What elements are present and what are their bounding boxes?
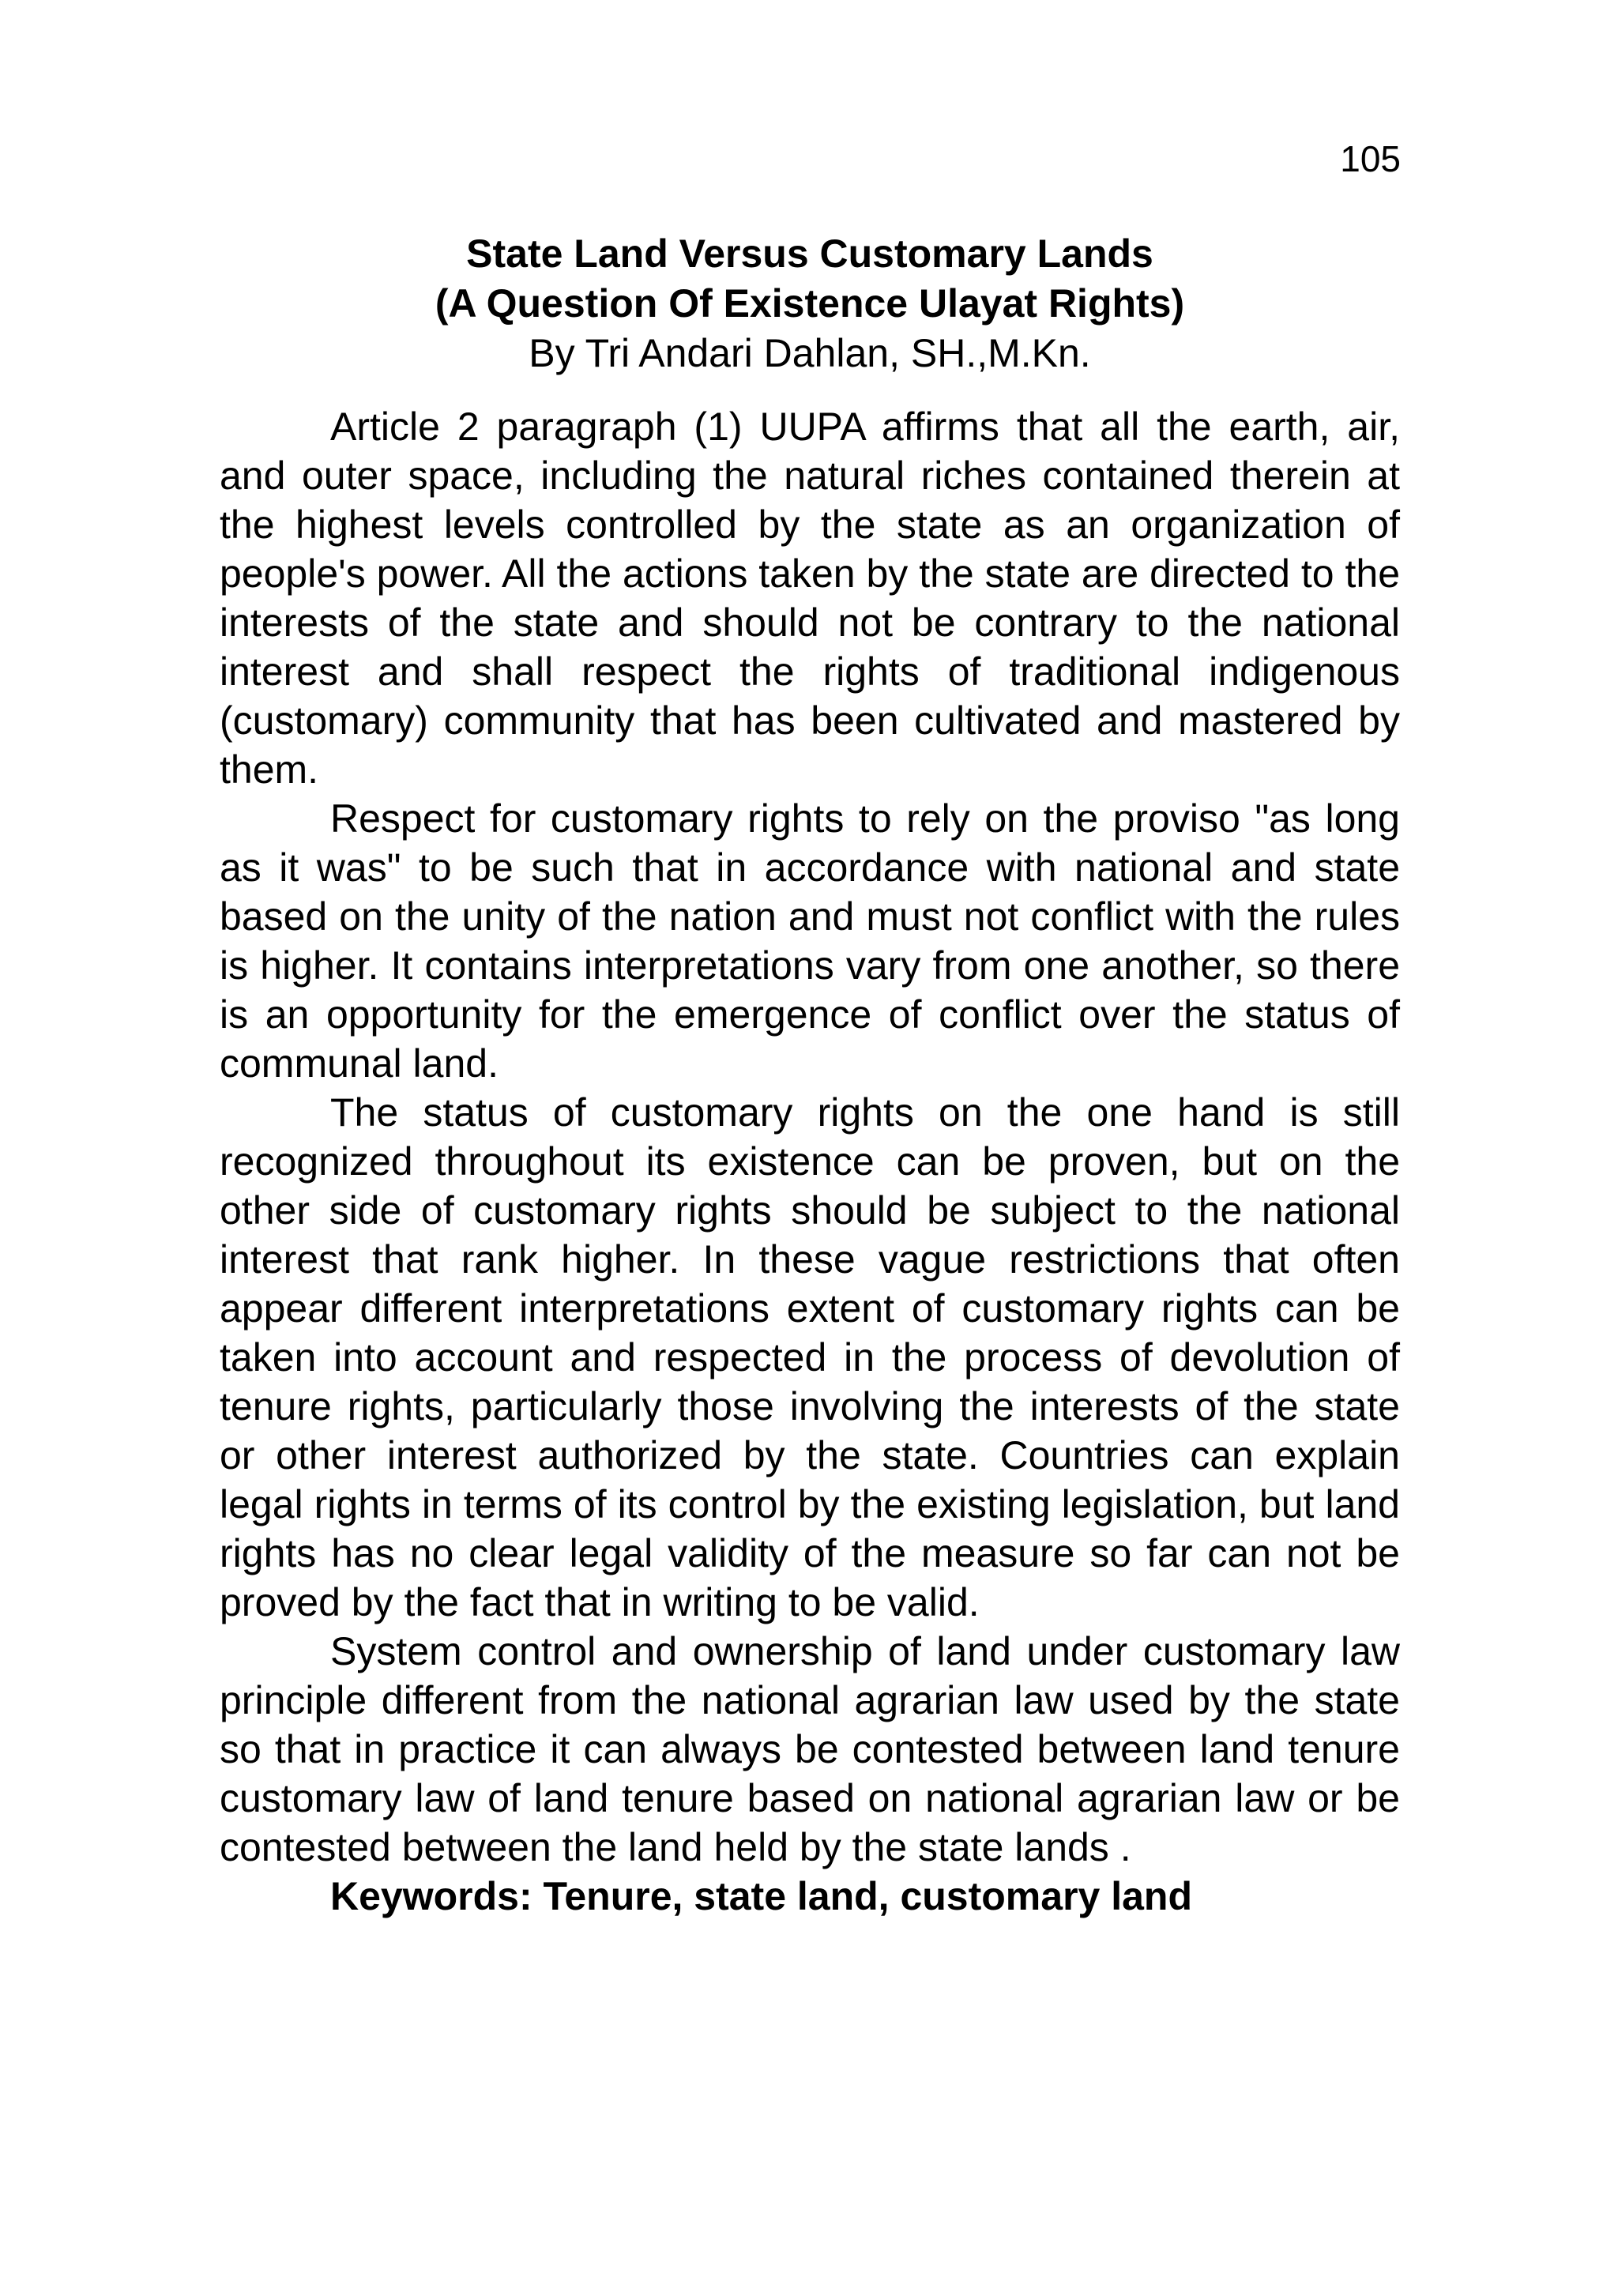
page-number: 105 (1340, 138, 1401, 179)
article-byline: By Tri Andari Dahlan, SH.,M.Kn. (529, 331, 1091, 375)
article-title: State Land Versus Customary Lands (466, 231, 1153, 276)
paragraph: The status of customary rights on the one hand is still recognized throughout its existence can be proven, but on the other side of customary rights should be subject to the national interest that rank higher. In these vague restrictions that often appear different interpretations extent of customary rights can be taken into account and respected in the process of devolution of tenure rights, particularly those involving the interests of the state or other interest authorized by the state. Countries can explain legal rights in terms of its control by the existing legislation, but land rights has no clear legal validity of the measure so far can not be proved by the fact that in writing to be valid. (220, 1090, 1400, 1624)
paragraph: Respect for customary rights to rely on the proviso "as long as it was" to be such that in accordance with national and state based on the unity of the nation and must not conflict with the rules is higher. It contains interpretations vary from one another, so there is an opportunity for the emergence of conflict over the status of communal land. (220, 796, 1400, 1086)
abstract-body (220, 402, 1400, 1921)
paragraph: Article 2 paragraph (1) UUPA affirms that all the earth, air, and outer space, including the natural riches contained therein at the highest levels controlled by the state as an organization of people's power. All the actions taken by the state are directed to the interests of the state and should not be contrary to the national interest and shall respect the rights of traditional indigenous (customary) community that has been cultivated and mastered by them. (220, 405, 1400, 792)
paragraph: System control and ownership of land under customary law principle different from the national agrarian law used by the state so that in practice it can always be contested between land tenure customary law of land tenure based on national agrarian law or be contested between the land held by the state lands . (220, 1629, 1400, 1869)
keywords-line: Keywords: Tenure, state land, customary land (330, 1874, 1193, 1918)
article-content (220, 229, 1400, 1921)
article-subtitle: (A Question Of Existence Ulayat Rights) (435, 281, 1185, 326)
article-heading (220, 229, 1400, 378)
